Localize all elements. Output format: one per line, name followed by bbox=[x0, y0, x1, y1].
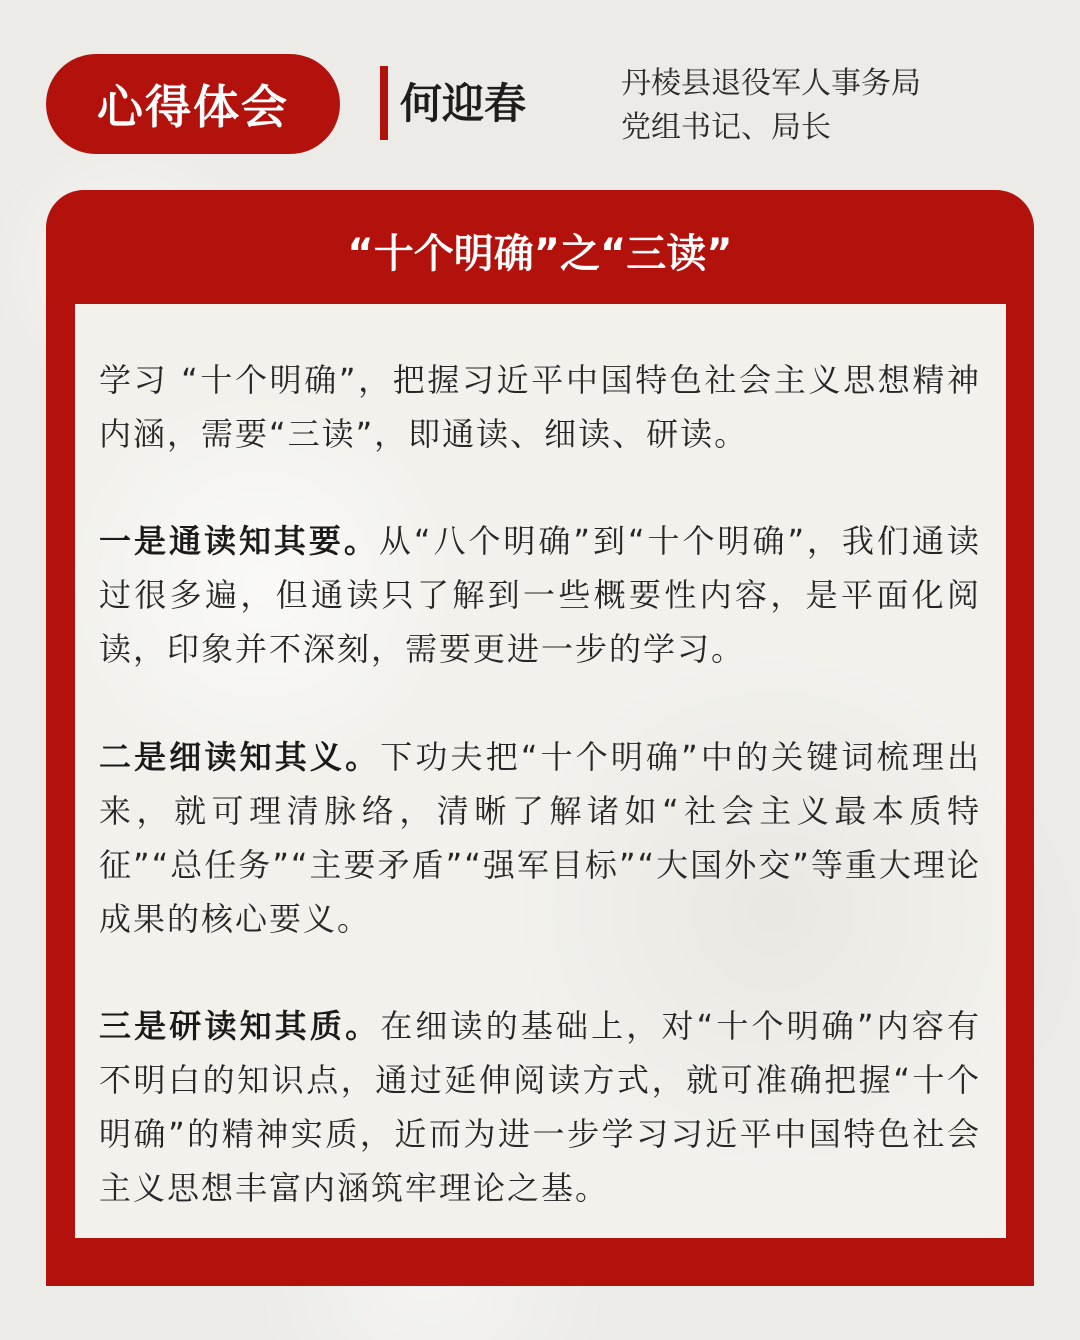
paragraph-text: 下功夫把“十个明确”中的关键词梳理出来，就可理清脉络，清晰了解诸如“社会主义最本质特征”“总任务”“主要矛盾”“强军目标”“大国外交”等重大理论成果的核心要义。 bbox=[99, 738, 981, 938]
author-title bbox=[621, 62, 921, 150]
point-two-paragraph bbox=[99, 730, 981, 946]
header-divider bbox=[380, 66, 388, 140]
intro-paragraph bbox=[99, 353, 981, 461]
paragraph-text: 从“八个明确”到“十个明确”，我们通读过很多遍，但通读只了解到一些概要性内容，是平面化阅读，印象并不深刻，需要更进一步的学习。 bbox=[99, 522, 981, 668]
author-org-line: 丹棱县退役军人事务局 bbox=[621, 66, 921, 101]
section-badge-label: 心得体会 bbox=[97, 80, 289, 134]
paragraph-lead: 三是研读知其质。 bbox=[99, 1007, 381, 1045]
paragraph-text: 在细读的基础上，对“十个明确”内容有不明白的知识点，通过延伸阅读方式，就可准确把握“十个明确”的精神实质，近而为进一步学习习近平中国特色社会主义思想丰富内涵筑牢理论之基。 bbox=[99, 1007, 981, 1207]
point-one-paragraph bbox=[99, 514, 981, 676]
article-title: “十个明确”之“三读” bbox=[347, 231, 733, 277]
author-name: 何迎春 bbox=[400, 79, 527, 128]
paragraph-lead: 一是通读知其要。 bbox=[99, 522, 379, 560]
author-position-line: 党组书记、局长 bbox=[621, 110, 831, 145]
paragraph-lead: 二是细读知其义。 bbox=[99, 738, 381, 776]
point-three-paragraph bbox=[99, 999, 981, 1215]
section-badge bbox=[46, 54, 340, 154]
paragraph-text: 学习 “十个明确”，把握习近平中国特色社会主义思想精神内涵，需要“三读”，即通读、细读、研读。 bbox=[99, 361, 981, 453]
